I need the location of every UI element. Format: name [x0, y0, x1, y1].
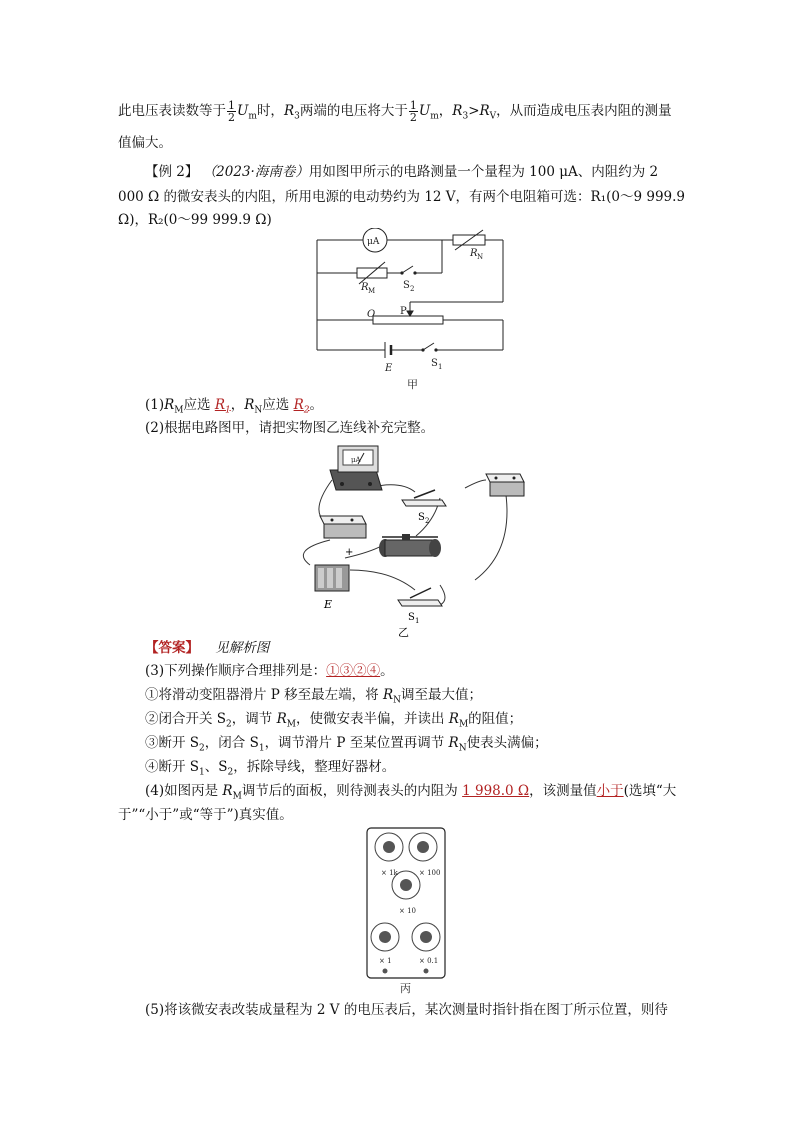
- step-2: ②闭合开关 $S_2$，调节 $R_M$，使微安表半偏，并读出 $R_M$的阻值；: [145, 711, 523, 730]
- resistance-box-left: [320, 516, 366, 538]
- dial-x10-label: × 10: [399, 907, 416, 915]
- paragraph-line-2: 值偏大。: [118, 135, 172, 151]
- answer-label: 【答案】: [145, 640, 199, 656]
- answer-compare: 小于: [596, 783, 624, 799]
- answer-line: 【答案】 见解析图: [145, 640, 270, 656]
- svg-text:S: S: [418, 512, 425, 523]
- battery-device: [315, 547, 353, 611]
- question-5: (5)将该微安表改装成量程为 2 V 的电压表后，某次测量时指针指在图丁所示位置，则待: [145, 1002, 668, 1018]
- p-label: P: [400, 306, 407, 317]
- example-source: （2023·海南卷）: [202, 164, 309, 180]
- question-1: $(1)R_M$应选 $R_1$，$R_N$应选 $R_2$。: [145, 397, 323, 416]
- step-4: ④断开 $S_1$、$S_2$，拆除导线，整理好器材。: [145, 759, 396, 778]
- answer-rm: $R_1$: [214, 397, 231, 416]
- example-line-3: Ω)，R₂(0～99 999.9 Ω): [118, 212, 272, 228]
- fraction-half: $\frac{1}{2}$: [228, 99, 235, 124]
- svg-text:+: +: [345, 547, 354, 558]
- svg-text:2: 2: [410, 285, 415, 293]
- example-line-1: 【例 2】 （2023·海南卷）用如图甲所示的电路测量一个量程为 100 μA、内阻约为 2: [145, 164, 659, 180]
- svg-text:S: S: [408, 612, 415, 623]
- question-2: (2)根据电路图甲，请把实物图乙连线补充完整。: [145, 420, 435, 436]
- circuit-diagram: [305, 228, 525, 393]
- question-3: (3)下列操作顺序合理排列是：①③②④。: [145, 663, 394, 679]
- question-4: (4)如图丙是 $R_M$调节后的面板，则待测表头的内阻为 1 998.0 Ω，该测量值小于(选填“大: [145, 783, 677, 802]
- dial-x1-label: × 1: [379, 957, 392, 965]
- svg-text:1: 1: [415, 617, 420, 625]
- answer-rn: $R_2$: [293, 397, 310, 416]
- svg-text:N: N: [477, 253, 484, 261]
- svg-text:M: M: [368, 287, 376, 295]
- s2-label: S: [403, 280, 410, 291]
- figure-caption-jia: 甲: [407, 378, 418, 391]
- example-line-2: 000 Ω 的微安表头的内阻，所用电源的电动势约为 12 V，有两个电阻箱可选：R₁(0～9 999.9: [118, 189, 686, 205]
- rm-label: R: [361, 282, 369, 293]
- switch-s2: [402, 490, 446, 525]
- physical-circuit-figure: [290, 440, 530, 640]
- rn-label: R: [470, 248, 478, 259]
- svg-text:1: 1: [438, 363, 443, 371]
- question-4-cont: 于”“小于”或“等于”)真实值。: [118, 807, 293, 823]
- answer-order: ①③②④: [326, 663, 381, 679]
- o-label: O: [367, 309, 376, 320]
- step-3: ③断开 $S_2$，闭合 $S_1$，调节滑片 P 至某位置再调节 $R_N$使表头满偏；: [145, 735, 548, 754]
- meter-label: μA: [367, 237, 380, 247]
- figure-caption-bing: 丙: [400, 982, 411, 995]
- example-label: 【例 2】: [145, 164, 199, 180]
- svg-text:2: 2: [425, 517, 430, 525]
- svg-text:μA: μA: [351, 456, 361, 464]
- resistance-box-right: [486, 474, 524, 496]
- microammeter-device: [330, 446, 382, 490]
- resistance-box-panel: [365, 826, 447, 996]
- s1-label: S: [431, 358, 438, 369]
- fraction-half-2: $\frac{1}{2}$: [409, 99, 417, 124]
- dial-x100-label: × 100: [419, 869, 441, 877]
- e-label: E: [385, 363, 393, 374]
- rheostat-device: [379, 534, 441, 557]
- answer-resistance: 1 998.0 Ω: [462, 783, 530, 799]
- paragraph-line-1: 此电压表读数等于 $\frac{1}{2}$ $U_m$时，$R_3$两端的电压将大于 $\frac{1}{2}$ $U_m$，$R_3>R_V$，从而造成电压表内阻的测量: [118, 99, 672, 124]
- dial-x01-label: × 0.1: [419, 957, 439, 965]
- svg-text:E: E: [324, 598, 333, 611]
- switch-s1: [398, 588, 442, 625]
- dial-x1k-label: × 1k: [381, 869, 398, 877]
- figure-caption-yi: 乙: [398, 626, 409, 639]
- step-1: ①将滑动变阻器滑片 P 移至最左端，将 $R_N$调至最大值；: [145, 687, 483, 706]
